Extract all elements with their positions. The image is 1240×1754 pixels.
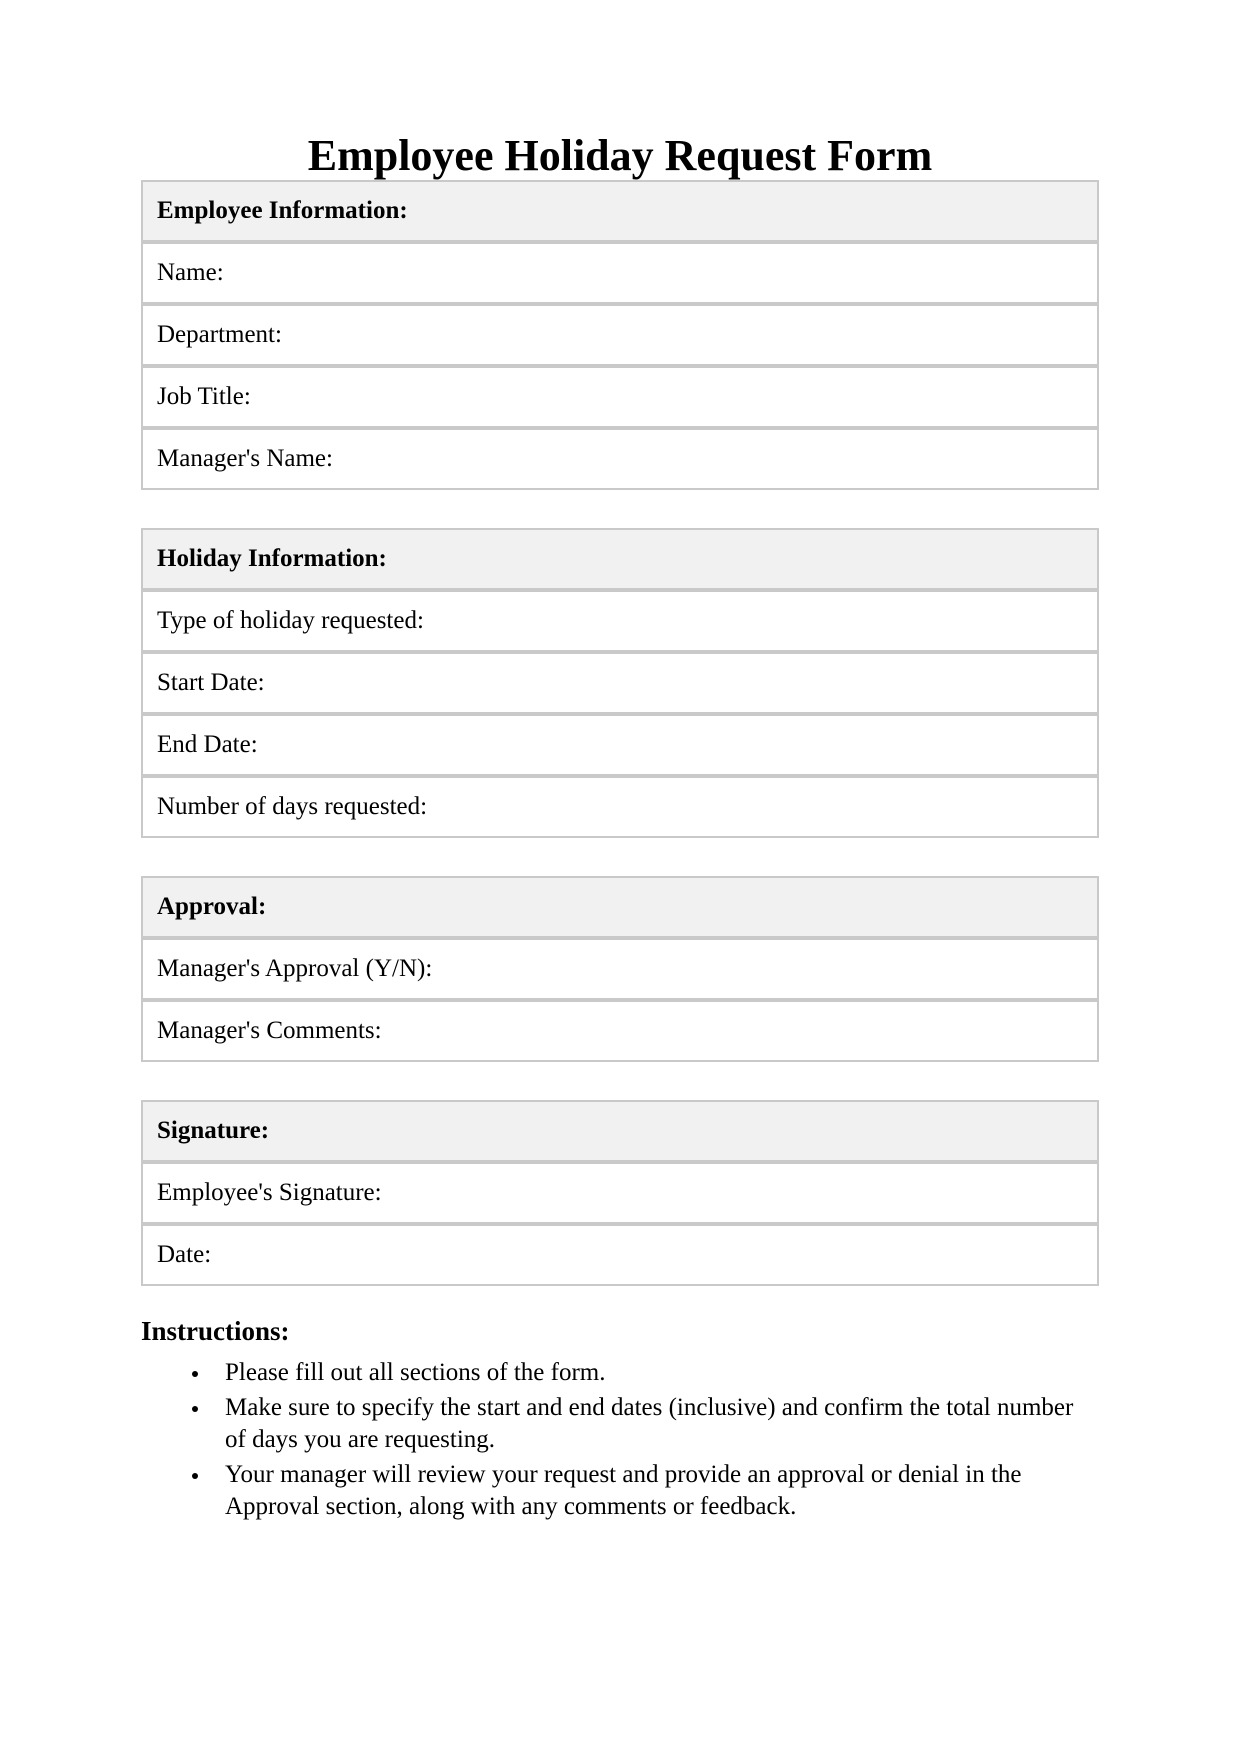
- section-header-row: [141, 876, 1099, 938]
- table-row[interactable]: [141, 1162, 1099, 1224]
- field-label-employees-signature[interactable]: Employee's Signature:: [141, 1162, 1099, 1224]
- section-heading-holiday-information: Holiday Information:: [141, 528, 1099, 590]
- field-label-number-of-days[interactable]: Number of days requested:: [141, 776, 1099, 838]
- section-header-row: [141, 1100, 1099, 1162]
- section-header-row: [141, 180, 1099, 242]
- table-row[interactable]: [141, 1224, 1099, 1286]
- list-item: • Please fill out all sections of the form.: [211, 1357, 1099, 1390]
- page-title: Employee Holiday Request Form: [307, 131, 933, 180]
- section-table-signature: [141, 1100, 1099, 1286]
- field-label-type-of-holiday[interactable]: Type of holiday requested:: [141, 590, 1099, 652]
- field-label-managers-comments[interactable]: Manager's Comments:: [141, 1000, 1099, 1062]
- section-table-holiday-information: [141, 528, 1099, 838]
- table-row[interactable]: [141, 242, 1099, 304]
- table-row[interactable]: [141, 1000, 1099, 1062]
- table-row[interactable]: [141, 366, 1099, 428]
- field-label-start-date[interactable]: Start Date:: [141, 652, 1099, 714]
- field-label-end-date[interactable]: End Date:: [141, 714, 1099, 776]
- list-item: • Make sure to specify the start and end dates (inclusive) and confirm the total number of days you are requesting.: [211, 1392, 1099, 1457]
- instructions-heading: Instructions:: [141, 1316, 290, 1347]
- field-label-name[interactable]: Name:: [141, 242, 1099, 304]
- field-label-managers-name[interactable]: Manager's Name:: [141, 428, 1099, 490]
- instructions-list: [141, 1357, 1099, 1524]
- table-row[interactable]: [141, 428, 1099, 490]
- table-row[interactable]: [141, 652, 1099, 714]
- table-row[interactable]: [141, 714, 1099, 776]
- field-label-job-title[interactable]: Job Title:: [141, 366, 1099, 428]
- field-label-date[interactable]: Date:: [141, 1224, 1099, 1286]
- instructions-section: [141, 1286, 1099, 1524]
- section-heading-employee-information: Employee Information:: [141, 180, 1099, 242]
- table-row[interactable]: [141, 938, 1099, 1000]
- form-sections: [141, 180, 1099, 1286]
- table-row[interactable]: [141, 590, 1099, 652]
- section-heading-signature: Signature:: [141, 1100, 1099, 1162]
- table-row[interactable]: [141, 304, 1099, 366]
- list-item: • Your manager will review your request and provide an approval or denial in the Approval section, along with any comments or feedback.: [211, 1459, 1099, 1524]
- section-table-approval: [141, 876, 1099, 1062]
- table-row[interactable]: [141, 776, 1099, 838]
- field-label-managers-approval[interactable]: Manager's Approval (Y/N):: [141, 938, 1099, 1000]
- section-heading-approval: Approval:: [141, 876, 1099, 938]
- section-table-employee-information: [141, 180, 1099, 490]
- section-header-row: [141, 528, 1099, 590]
- field-label-department[interactable]: Department:: [141, 304, 1099, 366]
